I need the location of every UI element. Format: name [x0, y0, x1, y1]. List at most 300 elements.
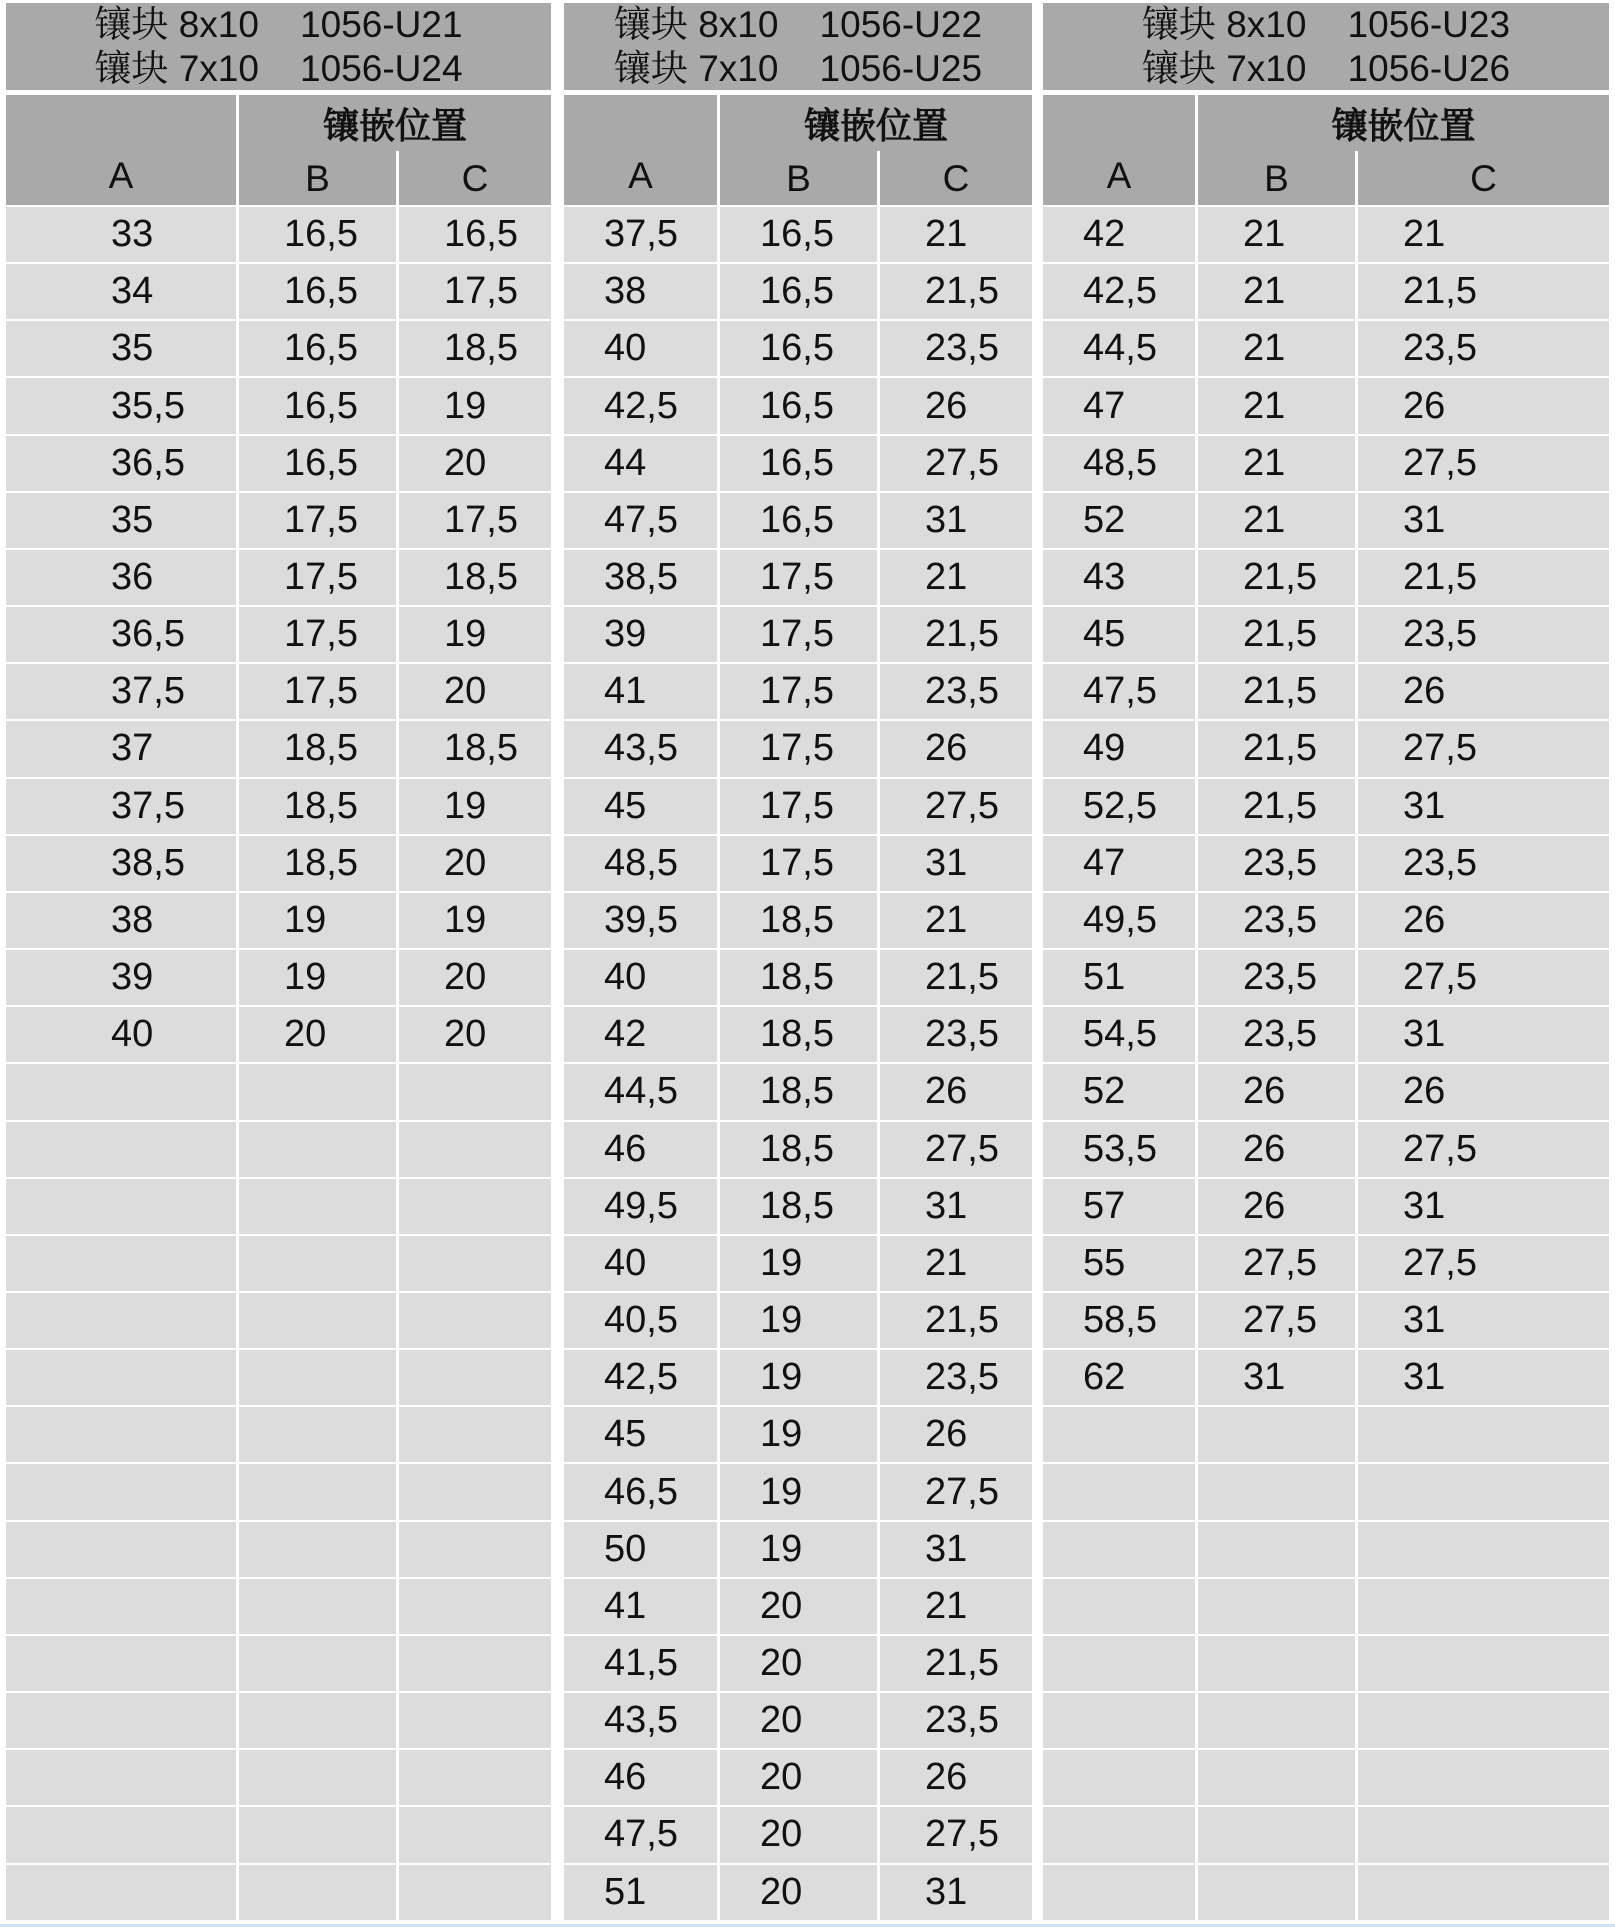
- table-cell-a: 37,5: [564, 207, 720, 264]
- table-cell-a: 35: [6, 493, 239, 550]
- table-cell-a: [6, 1865, 239, 1922]
- group-label: 镶嵌位置: [1331, 104, 1476, 146]
- table-cell-a: 40,5: [564, 1293, 720, 1350]
- table-cell-b: [239, 1865, 399, 1922]
- table-cell-a: 52,5: [1043, 779, 1198, 836]
- table-cell-c: 21,5: [880, 1636, 1035, 1693]
- table-cell-b: 17,5: [720, 721, 880, 778]
- table-cell-a: 39: [564, 607, 720, 664]
- table-cell-a: [6, 1750, 239, 1807]
- table-cell-a: 40: [6, 1007, 239, 1064]
- table-cell-a: 43,5: [564, 1693, 720, 1750]
- table-cell-a: 40: [564, 321, 720, 378]
- table-cell-b: 17,5: [720, 836, 880, 893]
- column-header-b: B: [1198, 151, 1358, 207]
- table-cell-c: 26: [880, 378, 1035, 435]
- table-cell-b: [239, 1522, 399, 1579]
- table-cell-b: 16,5: [239, 207, 399, 264]
- table-cell-b: 20: [720, 1579, 880, 1636]
- table-cell-a: 55: [1043, 1236, 1198, 1293]
- table-cell-a: 44,5: [564, 1064, 720, 1121]
- table-cell-a: [6, 1064, 239, 1121]
- table-cell-a: [1043, 1407, 1198, 1464]
- table-cell-c: [399, 1522, 554, 1579]
- table-cell-c: [399, 1407, 554, 1464]
- table-panel-2: [564, 3, 1035, 1922]
- table-cell-c: 21: [880, 207, 1035, 264]
- table-cell-b: 20: [720, 1693, 880, 1750]
- table-cell-a: 41: [564, 1579, 720, 1636]
- table-cell-b: 21: [1198, 264, 1358, 321]
- table-cell-c: 27,5: [880, 779, 1035, 836]
- table-cell-b: 17,5: [720, 779, 880, 836]
- table-cell-a: 38,5: [564, 550, 720, 607]
- table-cell-a: 47,5: [1043, 664, 1198, 721]
- table-cell-a: [1043, 1464, 1198, 1521]
- table-cell-c: 23,5: [880, 1693, 1035, 1750]
- group-label: 镶嵌位置: [322, 104, 467, 146]
- table-cell-b: 19: [720, 1407, 880, 1464]
- table-cell-c: [399, 1807, 554, 1864]
- table-cell-a: 42: [564, 1007, 720, 1064]
- table-cell-c: 26: [1358, 664, 1612, 721]
- bottom-divider: [0, 1924, 1615, 1927]
- table-cell-c: 21,5: [880, 264, 1035, 321]
- table-cell-b: [1198, 1750, 1358, 1807]
- table-cell-c: [399, 1122, 554, 1179]
- table-cell-c: 26: [1358, 893, 1612, 950]
- table-cell-a: 42,5: [564, 1350, 720, 1407]
- table-cell-c: 21,5: [880, 950, 1035, 1007]
- table-cell-a: 52: [1043, 493, 1198, 550]
- table-cell-b: 18,5: [720, 1122, 880, 1179]
- table-cell-b: [1198, 1407, 1358, 1464]
- table-cell-b: 20: [239, 1007, 399, 1064]
- table-cell-a: 44,5: [1043, 321, 1198, 378]
- table-cell-a: 47,5: [564, 493, 720, 550]
- table-cell-a: [1043, 1807, 1198, 1864]
- table-cell-b: 26: [1198, 1064, 1358, 1121]
- column-header-b: B: [239, 151, 399, 207]
- table-cell-a: 46,5: [564, 1464, 720, 1521]
- table-cell-a: 40: [564, 950, 720, 1007]
- table-cell-c: 20: [399, 836, 554, 893]
- table-cell-b: 18,5: [239, 721, 399, 778]
- table-cell-b: 17,5: [720, 607, 880, 664]
- table-cell-c: 26: [1358, 378, 1612, 435]
- table-cell-c: 27,5: [880, 436, 1035, 493]
- table-cell-b: 26: [1198, 1179, 1358, 1236]
- table-cell-a: 58,5: [1043, 1293, 1198, 1350]
- table-cell-a: 37,5: [6, 664, 239, 721]
- table-cell-a: [6, 1236, 239, 1293]
- table-cell-b: 20: [720, 1865, 880, 1922]
- table-cell-a: 46: [564, 1122, 720, 1179]
- table-cell-a: 41: [564, 664, 720, 721]
- table-cell-c: 21: [880, 893, 1035, 950]
- table-cell-a: 45: [564, 779, 720, 836]
- table-cell-a: [1043, 1693, 1198, 1750]
- table-cell-a: 38: [6, 893, 239, 950]
- table-cell-c: 20: [399, 664, 554, 721]
- table-cell-b: 21: [1198, 321, 1358, 378]
- table-cell-c: [1358, 1407, 1612, 1464]
- table-cell-c: [399, 1179, 554, 1236]
- table-cell-b: [1198, 1693, 1358, 1750]
- table-cell-a: 50: [564, 1522, 720, 1579]
- table-cell-c: 23,5: [880, 1007, 1035, 1064]
- table-cell-a: 52: [1043, 1064, 1198, 1121]
- table-cell-b: [239, 1179, 399, 1236]
- table-cell-a: 57: [1043, 1179, 1198, 1236]
- table-cell-a: 46: [564, 1750, 720, 1807]
- table-cell-c: [1358, 1636, 1612, 1693]
- table-cell-a: 39: [6, 950, 239, 1007]
- table-cell-a: 36,5: [6, 607, 239, 664]
- table-cell-c: 31: [1358, 1350, 1612, 1407]
- table-cell-b: 17,5: [720, 550, 880, 607]
- table-cell-b: [239, 1407, 399, 1464]
- table-cell-a: [1043, 1579, 1198, 1636]
- table-cell-c: 27,5: [1358, 1122, 1612, 1179]
- table-cell-a: 47: [1043, 836, 1198, 893]
- table-cell-a: 48,5: [1043, 436, 1198, 493]
- table-cell-a: 38,5: [6, 836, 239, 893]
- table-cell-b: 20: [720, 1807, 880, 1864]
- table-cell-a: 62: [1043, 1350, 1198, 1407]
- table-cell-b: [1198, 1636, 1358, 1693]
- table-cell-b: 18,5: [720, 950, 880, 1007]
- table-cell-c: 23,5: [1358, 607, 1612, 664]
- table-cell-c: 27,5: [1358, 436, 1612, 493]
- table-cell-b: [1198, 1807, 1358, 1864]
- table-cell-a: [6, 1464, 239, 1521]
- table-cell-b: 18,5: [720, 1007, 880, 1064]
- table-cell-a: 45: [564, 1407, 720, 1464]
- table-cell-b: 16,5: [239, 436, 399, 493]
- table-cell-b: 23,5: [1198, 950, 1358, 1007]
- table-cell-c: [1358, 1522, 1612, 1579]
- table-cell-b: 17,5: [720, 664, 880, 721]
- panel-title-line: 镶块 8x10 1056-U23: [1141, 3, 1511, 45]
- table-cell-a: [6, 1636, 239, 1693]
- table-cell-c: 21,5: [880, 607, 1035, 664]
- panel-title-line: 镶块 8x10 1056-U21: [94, 3, 463, 45]
- column-header-a: A: [6, 95, 239, 207]
- table-cell-b: 17,5: [239, 550, 399, 607]
- table-cell-b: 16,5: [239, 321, 399, 378]
- table-cell-b: 16,5: [239, 378, 399, 435]
- panel-title: [1043, 3, 1612, 95]
- table-cell-b: 19: [239, 950, 399, 1007]
- table-cell-b: 21,5: [1198, 550, 1358, 607]
- table-cell-a: [6, 1807, 239, 1864]
- table-cell-a: 51: [1043, 950, 1198, 1007]
- table-cell-c: 31: [880, 1179, 1035, 1236]
- table-cell-c: 18,5: [399, 550, 554, 607]
- table-cell-a: 49: [1043, 721, 1198, 778]
- column-header-a: A: [564, 95, 720, 207]
- table-cell-b: 19: [720, 1464, 880, 1521]
- column-header-c: C: [461, 158, 489, 199]
- table-cell-b: [239, 1464, 399, 1521]
- table-cell-a: 36,5: [6, 436, 239, 493]
- table-cell-a: 47,5: [564, 1807, 720, 1864]
- table-cell-b: [239, 1579, 399, 1636]
- table-cell-c: 23,5: [880, 1350, 1035, 1407]
- table-cell-b: 21: [1198, 207, 1358, 264]
- table-cell-a: [1043, 1522, 1198, 1579]
- table-cell-c: 31: [880, 836, 1035, 893]
- table-cell-a: [6, 1122, 239, 1179]
- table-cell-a: 42,5: [564, 378, 720, 435]
- table-cell-a: 39,5: [564, 893, 720, 950]
- table-cell-b: [239, 1636, 399, 1693]
- table-cell-a: 51: [564, 1865, 720, 1922]
- panel-title-line: 镶块 7x10 1056-U25: [613, 47, 983, 89]
- table-cell-a: 36: [6, 550, 239, 607]
- table-cell-c: [399, 1750, 554, 1807]
- table-cell-b: 23,5: [1198, 893, 1358, 950]
- table-cell-c: [1358, 1865, 1612, 1922]
- table-cell-c: 23,5: [1358, 836, 1612, 893]
- table-cell-a: 33: [6, 207, 239, 264]
- table-cell-a: 45: [1043, 607, 1198, 664]
- table-cell-b: 17,5: [239, 664, 399, 721]
- table-panel-3: [1043, 3, 1612, 1922]
- table-cell-b: 27,5: [1198, 1293, 1358, 1350]
- table-cell-a: [6, 1293, 239, 1350]
- table-cell-a: [6, 1522, 239, 1579]
- table-cell-b: 21,5: [1198, 721, 1358, 778]
- table-cell-c: 27,5: [880, 1464, 1035, 1521]
- table-cell-c: [399, 1464, 554, 1521]
- table-cell-b: 17,5: [239, 607, 399, 664]
- column-header-row: [239, 151, 551, 207]
- table-cell-b: 16,5: [239, 264, 399, 321]
- table-cell-a: 49,5: [1043, 893, 1198, 950]
- column-header-row: [1198, 151, 1609, 207]
- table-cell-b: 16,5: [720, 321, 880, 378]
- table-cell-c: 26: [880, 1750, 1035, 1807]
- panel-title-line: 镶块 7x10 1056-U26: [1141, 47, 1511, 89]
- table-cell-c: 31: [1358, 1179, 1612, 1236]
- column-header-row: [720, 151, 1032, 207]
- table-cell-a: [6, 1179, 239, 1236]
- table-cell-a: 35,5: [6, 378, 239, 435]
- table-cell-a: 54,5: [1043, 1007, 1198, 1064]
- table-cell-c: 27,5: [880, 1122, 1035, 1179]
- panel-title: [6, 3, 554, 95]
- table-cell-c: 26: [880, 1407, 1035, 1464]
- table-cell-c: 18,5: [399, 721, 554, 778]
- table-cell-a: 37: [6, 721, 239, 778]
- table-cell-b: 21,5: [1198, 607, 1358, 664]
- group-label: 镶嵌位置: [803, 104, 948, 146]
- table-cell-b: [239, 1122, 399, 1179]
- table-cell-a: 41,5: [564, 1636, 720, 1693]
- table-cell-a: 40: [564, 1236, 720, 1293]
- table-cell-b: [239, 1750, 399, 1807]
- table-cell-c: 27,5: [880, 1807, 1035, 1864]
- table-cell-b: 26: [1198, 1122, 1358, 1179]
- table-cell-c: 31: [880, 1522, 1035, 1579]
- column-header-c: C: [942, 158, 970, 199]
- table-cell-b: [1198, 1464, 1358, 1521]
- table-cell-b: 16,5: [720, 378, 880, 435]
- column-header-b: B: [720, 151, 880, 207]
- table-cell-a: [1043, 1750, 1198, 1807]
- table-cell-b: 21: [1198, 436, 1358, 493]
- table-cell-a: 35: [6, 321, 239, 378]
- table-cell-c: 20: [399, 1007, 554, 1064]
- table-cell-b: 16,5: [720, 436, 880, 493]
- table-cell-b: [239, 1807, 399, 1864]
- table-cell-c: [399, 1693, 554, 1750]
- table-cell-c: [1358, 1464, 1612, 1521]
- table-cell-b: 20: [720, 1750, 880, 1807]
- table-cell-b: 21: [1198, 493, 1358, 550]
- table-cell-c: 27,5: [1358, 950, 1612, 1007]
- table-cell-a: 42,5: [1043, 264, 1198, 321]
- table-cell-c: [1358, 1807, 1612, 1864]
- table-cell-b: [1198, 1522, 1358, 1579]
- table-cell-a: [1043, 1636, 1198, 1693]
- table-cell-c: [399, 1865, 554, 1922]
- column-group-header: [239, 95, 554, 207]
- table-cell-a: [6, 1407, 239, 1464]
- table-cell-c: [399, 1293, 554, 1350]
- table-cell-b: 21,5: [1198, 779, 1358, 836]
- table-cell-a: 34: [6, 264, 239, 321]
- table-cell-b: 17,5: [239, 493, 399, 550]
- panel-title: [564, 3, 1035, 95]
- table-cell-b: 18,5: [239, 836, 399, 893]
- table-cell-b: 18,5: [720, 1179, 880, 1236]
- table-cell-a: [6, 1693, 239, 1750]
- table-cell-c: 19: [399, 893, 554, 950]
- table-cell-a: 49,5: [564, 1179, 720, 1236]
- column-group-header: [720, 95, 1035, 207]
- table-cell-b: 19: [239, 893, 399, 950]
- table-cell-b: [239, 1693, 399, 1750]
- table-cell-b: 16,5: [720, 493, 880, 550]
- table-cell-c: 21: [880, 1579, 1035, 1636]
- table-panel-1: [6, 3, 554, 1922]
- table-cell-a: 48,5: [564, 836, 720, 893]
- table-cell-b: [1198, 1579, 1358, 1636]
- table-cell-a: [6, 1350, 239, 1407]
- table-cell-c: [1358, 1750, 1612, 1807]
- table-cell-b: [239, 1064, 399, 1121]
- table-cell-a: 43: [1043, 550, 1198, 607]
- column-header-a: A: [1043, 95, 1198, 207]
- table-cell-b: 19: [720, 1236, 880, 1293]
- table-cell-c: 17,5: [399, 264, 554, 321]
- table-cell-b: 23,5: [1198, 1007, 1358, 1064]
- table-cell-c: 26: [1358, 1064, 1612, 1121]
- table-cell-c: 17,5: [399, 493, 554, 550]
- table-cell-b: 31: [1198, 1350, 1358, 1407]
- table-cell-b: 18,5: [720, 1064, 880, 1121]
- table-cell-b: 16,5: [720, 207, 880, 264]
- table-cell-b: 18,5: [239, 779, 399, 836]
- table-cell-c: [399, 1579, 554, 1636]
- panel-title-line: 镶块 7x10 1056-U24: [94, 47, 463, 89]
- table-cell-c: 31: [1358, 1293, 1612, 1350]
- table-cell-b: [239, 1350, 399, 1407]
- table-cell-c: 31: [1358, 1007, 1612, 1064]
- table-cell-b: 19: [720, 1293, 880, 1350]
- table-cell-a: 47: [1043, 378, 1198, 435]
- table-cell-a: 37,5: [6, 779, 239, 836]
- column-header-c: C: [1470, 158, 1497, 199]
- table-cell-c: [399, 1236, 554, 1293]
- table-cell-c: 31: [880, 1865, 1035, 1922]
- table-cell-c: 19: [399, 779, 554, 836]
- table-cell-c: 31: [880, 493, 1035, 550]
- table-cell-a: [1043, 1865, 1198, 1922]
- table-cell-c: 23,5: [1358, 321, 1612, 378]
- table-cell-c: 20: [399, 436, 554, 493]
- table-cell-c: 27,5: [1358, 721, 1612, 778]
- table-cell-c: 18,5: [399, 321, 554, 378]
- table-cell-a: 42: [1043, 207, 1198, 264]
- table-cell-c: 21: [1358, 207, 1612, 264]
- table-cell-c: [399, 1636, 554, 1693]
- table-cell-b: 16,5: [720, 264, 880, 321]
- table-cell-c: 21,5: [1358, 550, 1612, 607]
- table-cell-b: 19: [720, 1522, 880, 1579]
- table-cell-c: 19: [399, 378, 554, 435]
- table-cell-c: 26: [880, 1064, 1035, 1121]
- table-cell-b: 19: [720, 1350, 880, 1407]
- table-cell-a: 44: [564, 436, 720, 493]
- table-cell-b: [239, 1293, 399, 1350]
- table-cell-c: [399, 1064, 554, 1121]
- table-cell-b: [1198, 1865, 1358, 1922]
- table-cell-c: 31: [1358, 779, 1612, 836]
- table-cell-c: 26: [880, 721, 1035, 778]
- table-cell-c: 21: [880, 1236, 1035, 1293]
- table-cell-b: 18,5: [720, 893, 880, 950]
- table-cell-c: 16,5: [399, 207, 554, 264]
- table-cell-c: [399, 1350, 554, 1407]
- table-cell-b: [239, 1236, 399, 1293]
- table-cell-a: 43,5: [564, 721, 720, 778]
- table-cell-a: [6, 1579, 239, 1636]
- table-cell-a: 38: [564, 264, 720, 321]
- table-cell-c: 21,5: [1358, 264, 1612, 321]
- table-cell-b: 27,5: [1198, 1236, 1358, 1293]
- table-cell-c: 21: [880, 550, 1035, 607]
- table-cell-c: 27,5: [1358, 1236, 1612, 1293]
- table-cell-c: 19: [399, 607, 554, 664]
- table-cell-c: 31: [1358, 493, 1612, 550]
- table-cell-c: 21,5: [880, 1293, 1035, 1350]
- table-cell-b: 23,5: [1198, 836, 1358, 893]
- table-cell-c: [1358, 1579, 1612, 1636]
- table-cell-b: 20: [720, 1636, 880, 1693]
- table-cell-c: 20: [399, 950, 554, 1007]
- table-cell-c: 23,5: [880, 321, 1035, 378]
- table-cell-a: 53,5: [1043, 1122, 1198, 1179]
- table-cell-c: 23,5: [880, 664, 1035, 721]
- panel-title-line: 镶块 8x10 1056-U22: [613, 3, 983, 45]
- table-cell-c: [1358, 1693, 1612, 1750]
- table-cell-b: 21: [1198, 378, 1358, 435]
- column-group-header: [1198, 95, 1612, 207]
